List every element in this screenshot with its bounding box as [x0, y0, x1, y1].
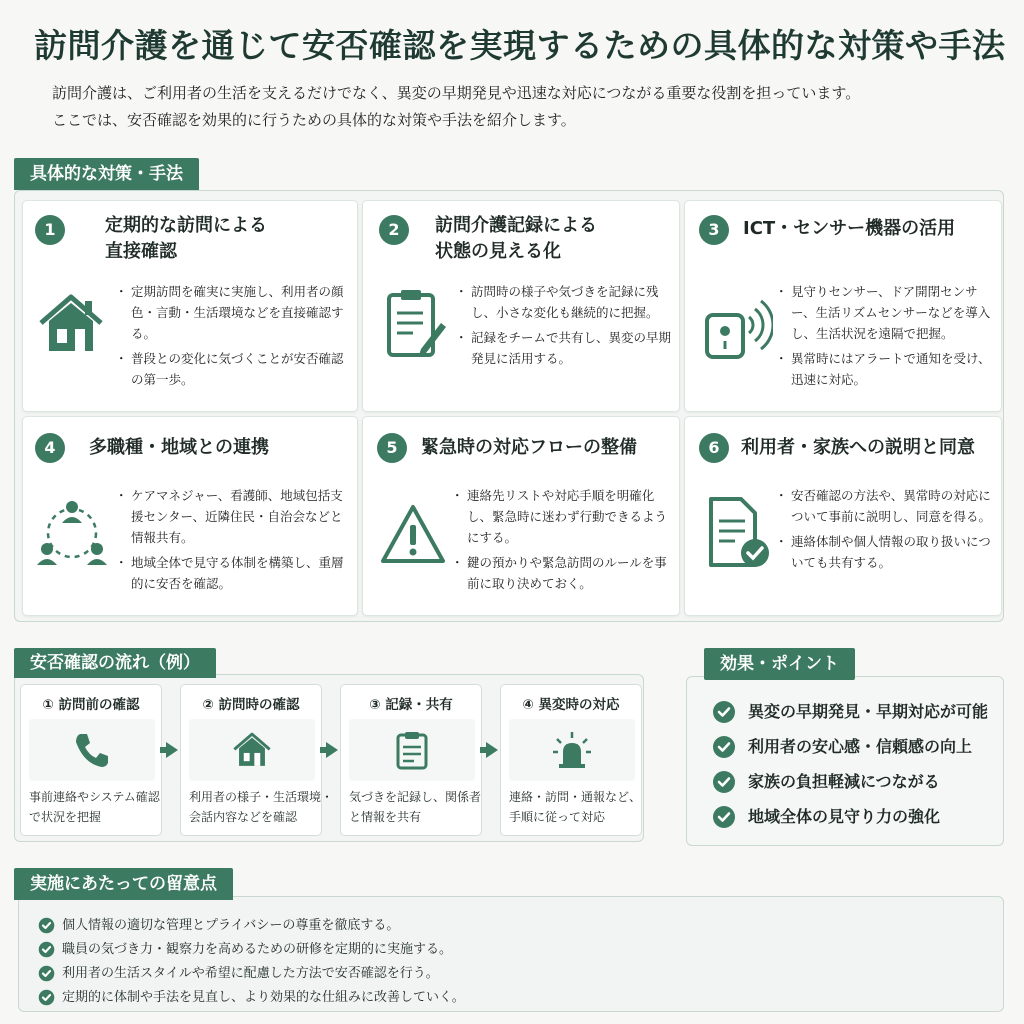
bullet-item: ・ 見守りセンサー、ドア開閉センサー、生活リズムセンサーなどを導入し、生活状況を遠隔で把握。	[779, 281, 997, 344]
flow-arrow	[486, 742, 498, 758]
card-title-line: 定期的な訪問による	[105, 215, 267, 236]
note-text: 職員の気づき力・観察力を高めるための研修を定期的に実施する。	[62, 942, 453, 957]
note-text: 定期的に体制や手法を見直し、より効果的な仕組みに改善していく。	[62, 990, 465, 1005]
card-bullets	[119, 485, 351, 598]
bullet-item: ・ 訪問時の様子や気づきを記録に残し、小さな変化も継続的に把握。	[459, 281, 675, 323]
measure-card-2	[362, 200, 680, 412]
check-circle-icon	[712, 700, 736, 724]
flow-desc-line: 気づきを記録し、関係者	[349, 790, 482, 804]
card-title-line: ICT・センサー機器の活用	[743, 218, 956, 239]
measure-card-1	[22, 200, 358, 412]
card-number: 5	[377, 433, 407, 463]
card-bullets	[459, 281, 675, 373]
card-number: 4	[35, 433, 65, 463]
effect-item	[712, 770, 988, 805]
note-text: 利用者の生活スタイルや希望に配慮した方法で安否確認を行う。	[62, 966, 439, 981]
effects-list	[712, 700, 988, 840]
bullet-item: ・ ケアマネジャー、看護師、地域包括支援センター、近隣住民・自治会などと情報共有。	[119, 485, 351, 548]
bullet-item: ・ 異常時にはアラートで通知を受け、迅速に対応。	[779, 348, 997, 390]
page-title: 訪問介護を通じて安否確認を実現するための具体的な対策や手法	[34, 26, 1006, 65]
bullet-item: ・ 鍵の預かりや緊急訪問のルールを事前に取り決めておく。	[455, 552, 675, 594]
card-title	[89, 435, 269, 461]
bullet-item: ・ 連絡体制や個人情報の取り扱いについても共有する。	[779, 531, 997, 573]
flow-step-2	[180, 684, 334, 836]
intro-line: 訪問介護は、ご利用者の生活を支えるだけでなく、異変の早期発見や迅速な対応につながる重要な役割を担っています。	[52, 84, 861, 102]
bullet-item: ・ 安否確認の方法や、異常時の対応について事前に説明し、同意を得る。	[779, 485, 997, 527]
flow-arrow	[166, 742, 178, 758]
card-number: 6	[699, 433, 729, 463]
flow-section-label: 安否確認の流れ（例）	[14, 648, 216, 678]
house-icon	[232, 730, 272, 770]
measures-section-label: 具体的な対策・手法	[14, 158, 199, 190]
measure-card-4	[22, 416, 358, 616]
check-circle-icon	[38, 917, 55, 934]
card-bullets	[119, 281, 349, 394]
card-number: 1	[35, 215, 65, 245]
flow-desc-line: と情報を共有	[349, 810, 422, 824]
flow-icon-box	[509, 719, 635, 781]
flow-step-1	[20, 684, 162, 836]
alarm-light-icon	[552, 730, 592, 770]
effect-item	[712, 700, 988, 735]
flow-step-title: ④ 異変時の対応	[522, 697, 620, 713]
flow-step-3	[340, 684, 482, 836]
card-title-line: 訪問介護記録による	[435, 215, 597, 236]
check-circle-icon	[38, 965, 55, 982]
notes-list	[38, 916, 465, 1012]
card-bullets	[779, 485, 997, 577]
flow-step-title: ① 訪問前の確認	[42, 697, 140, 713]
flow-desc-line: 事前連絡やシステム確認	[29, 790, 160, 804]
note-item	[38, 964, 465, 988]
bullet-item: ・ 記録をチームで共有し、異変の早期発見に活用する。	[459, 327, 675, 369]
card-title-line: 多職種・地域との連携	[89, 437, 269, 458]
effect-item	[712, 735, 988, 770]
phone-icon	[72, 730, 112, 770]
note-item	[38, 988, 465, 1012]
intro-line: ここでは、安否確認を効果的に行うための具体的な対策や手法を紹介します。	[52, 111, 576, 129]
check-circle-icon	[712, 805, 736, 829]
measure-card-6	[684, 416, 1002, 616]
flow-step-title: ② 訪問時の確認	[202, 697, 300, 713]
house-icon	[37, 293, 105, 355]
card-title	[435, 213, 597, 265]
bullet-item: ・ 連絡先リストや対応手順を明確化し、緊急時に迷わず行動できるようにする。	[455, 485, 675, 548]
effect-text: 異変の早期発見・早期対応が可能	[748, 702, 989, 721]
flow-step-desc	[29, 787, 159, 827]
effect-item	[712, 805, 988, 840]
measure-card-5	[362, 416, 680, 616]
warning-icon	[379, 503, 447, 565]
card-bullets	[779, 281, 997, 394]
card-title	[421, 435, 637, 461]
card-title-line: 状態の見える化	[435, 241, 561, 262]
check-circle-icon	[712, 735, 736, 759]
intro-text	[52, 80, 860, 134]
card-title-line: 直接確認	[105, 241, 177, 262]
flow-icon-box	[189, 719, 315, 781]
bullet-item: ・ 地域全体で見守る体制を構築し、重層的に安否を確認。	[119, 552, 351, 594]
card-number: 3	[699, 215, 729, 245]
flow-desc-line: 手順に従って対応	[509, 810, 606, 824]
flow-desc-line: 会話内容などを確認	[189, 810, 298, 824]
flow-step-desc	[349, 787, 482, 827]
card-title	[105, 213, 267, 265]
card-bullets	[455, 485, 675, 598]
effect-text: 利用者の安心感・信頼感の向上	[748, 737, 973, 756]
flow-icon-box	[349, 719, 475, 781]
bullet-item: ・ 普段との変化に気づくことが安否確認の第一歩。	[119, 348, 349, 390]
check-circle-icon	[38, 989, 55, 1006]
check-circle-icon	[38, 941, 55, 958]
card-title	[741, 435, 975, 461]
note-item	[38, 916, 465, 940]
check-circle-icon	[712, 770, 736, 794]
flow-icon-box	[29, 719, 155, 781]
notes-section-label: 実施にあたっての留意点	[14, 868, 233, 900]
card-title-line: 利用者・家族への説明と同意	[741, 437, 975, 458]
measure-card-3	[684, 200, 1002, 412]
people-network-icon	[35, 497, 109, 569]
effect-text: 家族の負担軽減につながる	[748, 772, 940, 791]
bullet-item: ・ 定期訪問を確実に実施し、利用者の顔色・言動・生活環境などを直接確認する。	[119, 281, 349, 344]
flow-desc-line: で状況を把握	[29, 810, 102, 824]
flow-step-desc	[189, 787, 334, 827]
document-check-icon	[707, 495, 773, 571]
card-number: 2	[379, 215, 409, 245]
clipboard-pen-icon	[385, 287, 447, 361]
effects-section-label: 効果・ポイント	[704, 648, 855, 680]
flow-step-title: ③ 記録・共有	[369, 697, 453, 713]
card-title-line: 緊急時の対応フローの整備	[421, 437, 637, 458]
flow-step-desc	[509, 787, 642, 827]
sensor-icon	[703, 297, 773, 363]
note-text: 個人情報の適切な管理とプライバシーの尊重を徹底する。	[62, 918, 400, 933]
effect-text: 地域全体の見守り力の強化	[748, 807, 941, 826]
clipboard-icon	[392, 730, 432, 770]
flow-step-4	[500, 684, 642, 836]
flow-desc-line: 連絡・訪問・通報など、	[509, 790, 642, 804]
card-title	[743, 216, 955, 242]
flow-arrow	[326, 742, 338, 758]
note-item	[38, 940, 465, 964]
flow-desc-line: 利用者の様子・生活環境・	[189, 790, 334, 804]
